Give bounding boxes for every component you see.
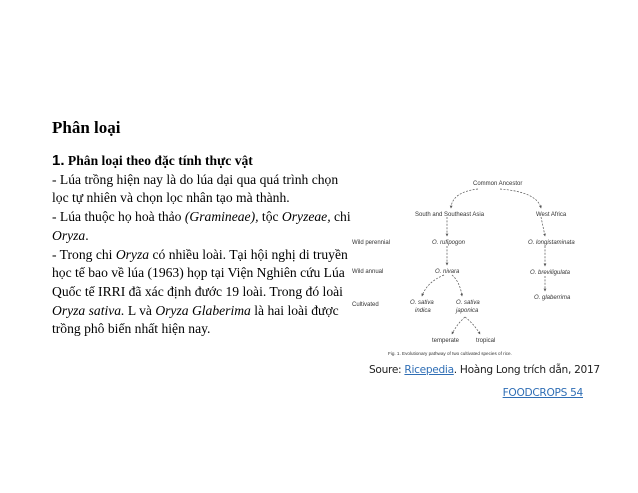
section-number: 1. bbox=[52, 152, 65, 169]
node-nivara: O. nivara bbox=[435, 269, 460, 275]
section-title: Phân loại theo đặc tính thực vật bbox=[67, 153, 253, 168]
classification-text bbox=[52, 152, 352, 339]
paragraph-origin: - Lúa trồng hiện nay là do lúa dại qua quá trình chọn lọc tự nhiên và chọn lọc nhân tạo mà thành. bbox=[52, 171, 339, 206]
row-label-wild-annual: Wild annual bbox=[352, 269, 384, 275]
row-label-wild-perennial: Wild perennial bbox=[352, 240, 391, 246]
paragraph-species: - Trong chi Oryza có nhiều loài. Tại hội nghị di truyền học tế bao về lúa (1963) họp tại Viện Nghiên cứu Lúa Quốc tế IRRI đã xác định đước 19 loài. Trong đó loài Oryza sativa. L và Oryza Glaberima là hai loài được trồng phô biến nhất hiện nay. bbox=[52, 246, 348, 337]
row-label-cultivated: Cultivated bbox=[352, 302, 379, 308]
section-heading bbox=[52, 152, 352, 171]
node-asia: South and Southeast Asia bbox=[415, 212, 485, 218]
node-temperate: temperate bbox=[432, 338, 460, 344]
paragraph-taxonomy: - Lúa thuộc họ hoà thảo (Gramineae), tộc Oryzeae, chi Oryza. bbox=[52, 209, 351, 243]
evolution-diagram-svg bbox=[352, 172, 604, 358]
node-breviligulata: O. breviligulata bbox=[530, 270, 571, 276]
node-sativa-indica: O. sativa bbox=[410, 300, 434, 306]
node-glaberrima: O. glaberrima bbox=[534, 295, 571, 301]
node-indica: indica bbox=[415, 308, 431, 314]
node-tropical: tropical bbox=[476, 338, 496, 344]
node-common-ancestor: Common Ancestor bbox=[473, 181, 523, 187]
source-citation: Soure: Ricepedia. Hoàng Long trích dẫn, 2017 bbox=[369, 364, 600, 376]
foodcrops-link[interactable]: FOODCROPS 54 bbox=[502, 387, 583, 399]
figure-caption: Fig. 1. Evolutionary pathway of two cultivated species of rice. bbox=[388, 351, 512, 356]
node-japonica: japonica bbox=[456, 308, 479, 314]
evolution-diagram bbox=[352, 172, 604, 358]
diagram-edges bbox=[422, 189, 545, 334]
node-longistaminata: O. longistaminata bbox=[528, 240, 575, 246]
node-sativa-japonica: O. sativa bbox=[456, 300, 480, 306]
node-rufipogon: O. rufipogon bbox=[432, 240, 466, 246]
ricepedia-link[interactable]: Ricepedia bbox=[404, 364, 454, 376]
page-title: Phân loại bbox=[52, 118, 121, 137]
node-west-africa: West Africa bbox=[536, 212, 567, 218]
